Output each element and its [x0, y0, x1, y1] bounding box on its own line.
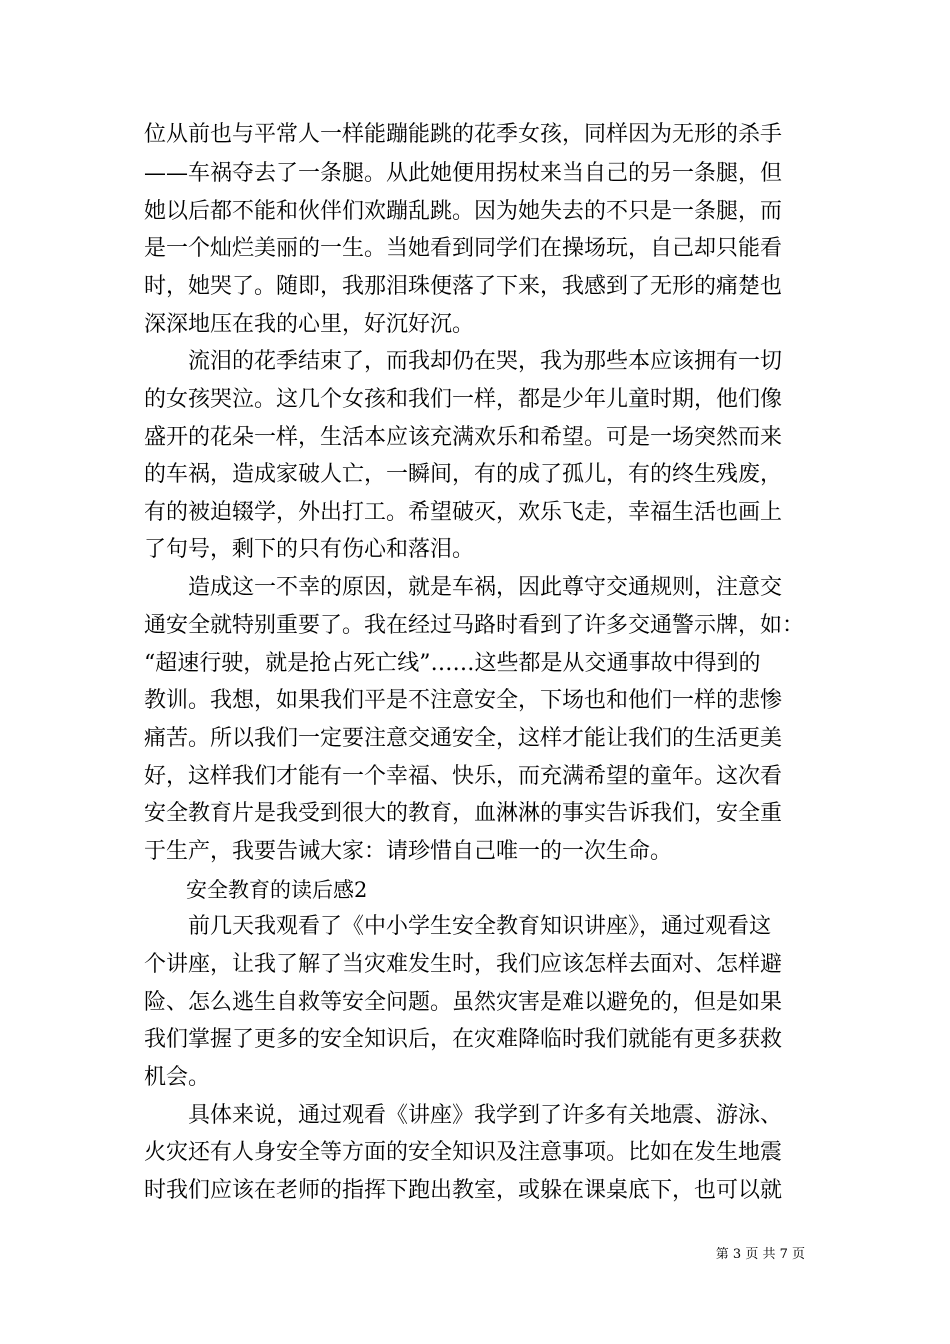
- text-line: 我们掌握了更多的安全知识后，在灾难降临时我们就能有更多获救: [144, 1027, 783, 1052]
- text-line: 的车祸，造成家破人亡，一瞬间，有的成了孤儿，有的终生残废，: [144, 462, 783, 487]
- text-line: 位从前也与平常人一样能蹦能跳的花季女孩，同样因为无形的杀手: [144, 122, 783, 147]
- text-line: 时，她哭了。随即，我那泪珠便落了下来，我感到了无形的痛楚也: [144, 274, 783, 299]
- text-line: 造成这一不幸的原因，就是车祸，因此尊守交通规则，注意交: [144, 575, 783, 600]
- page-number: 第 3 页 共 7 页: [715, 1247, 805, 1262]
- text-line: 盛开的花朵一样，生活本应该充满欢乐和希望。可是一场突然而来: [144, 425, 783, 450]
- text-line: 了句号，剩下的只有伤心和落泪。: [144, 537, 475, 562]
- text-line: 安全教育片是我受到很大的教育，血淋淋的事实告诉我们，安全重: [144, 801, 783, 826]
- text-line: 是一个灿烂美丽的一生。当她看到同学们在操场玩，自己却只能看: [144, 236, 783, 261]
- text-line: 机会。: [144, 1065, 211, 1090]
- text-line: 个讲座，让我了解了当灾难发生时，我们应该怎样去面对、怎样避: [144, 952, 783, 977]
- text-line: 教训。我想，如果我们平是不注意安全，下场也和他们一样的悲惨: [144, 688, 783, 713]
- text-line: 通安全就特别重要了。我在经过马路时看到了许多交通警示牌，如：: [144, 613, 805, 638]
- text-line: “超速行驶，就是抢占死亡线”……这些都是从交通事故中得到的: [144, 651, 761, 676]
- text-line: 她以后都不能和伙伴们欢蹦乱跳。因为她失去的不只是一条腿，而: [144, 199, 783, 224]
- text-line: 好，这样我们才能有一个幸福、快乐，而充满希望的童年。这次看: [144, 764, 783, 789]
- text-line: 时我们应该在老师的指挥下跑出教室，或躲在课桌底下，也可以就: [144, 1178, 783, 1203]
- text-line: 于生产，我要告诫大家：请珍惜自己唯一的一次生命。: [144, 839, 673, 864]
- text-line: 前几天我观看了《中小学生安全教育知识讲座》，通过观看这: [144, 914, 772, 939]
- text-line: 具体来说，通过观看《讲座》我学到了许多有关地震、游泳、: [144, 1103, 783, 1128]
- text-line: 的女孩哭泣。这几个女孩和我们一样，都是少年儿童时期，他们像: [144, 387, 783, 412]
- text-line: 火灾还有人身安全等方面的安全知识及注意事项。比如在发生地震: [144, 1140, 783, 1165]
- section-heading: 安全教育的读后感2: [144, 878, 368, 902]
- text-line: 险、怎么逃生自救等安全问题。虽然灾害是难以避免的，但是如果: [144, 990, 783, 1015]
- text-line: 流泪的花季结束了，而我却仍在哭，我为那些本应该拥有一切: [144, 349, 783, 374]
- text-line: 深深地压在我的心里，好沉好沉。: [144, 312, 475, 337]
- text-line: ——车祸夺去了一条腿。从此她便用拐杖来当自己的另一条腿，但: [144, 161, 783, 186]
- text-line: 有的被迫辍学，外出打工。希望破灭，欢乐飞走，幸福生活也画上: [144, 500, 783, 525]
- text-line: 痛苦。所以我们一定要注意交通安全，这样才能让我们的生活更美: [144, 726, 783, 751]
